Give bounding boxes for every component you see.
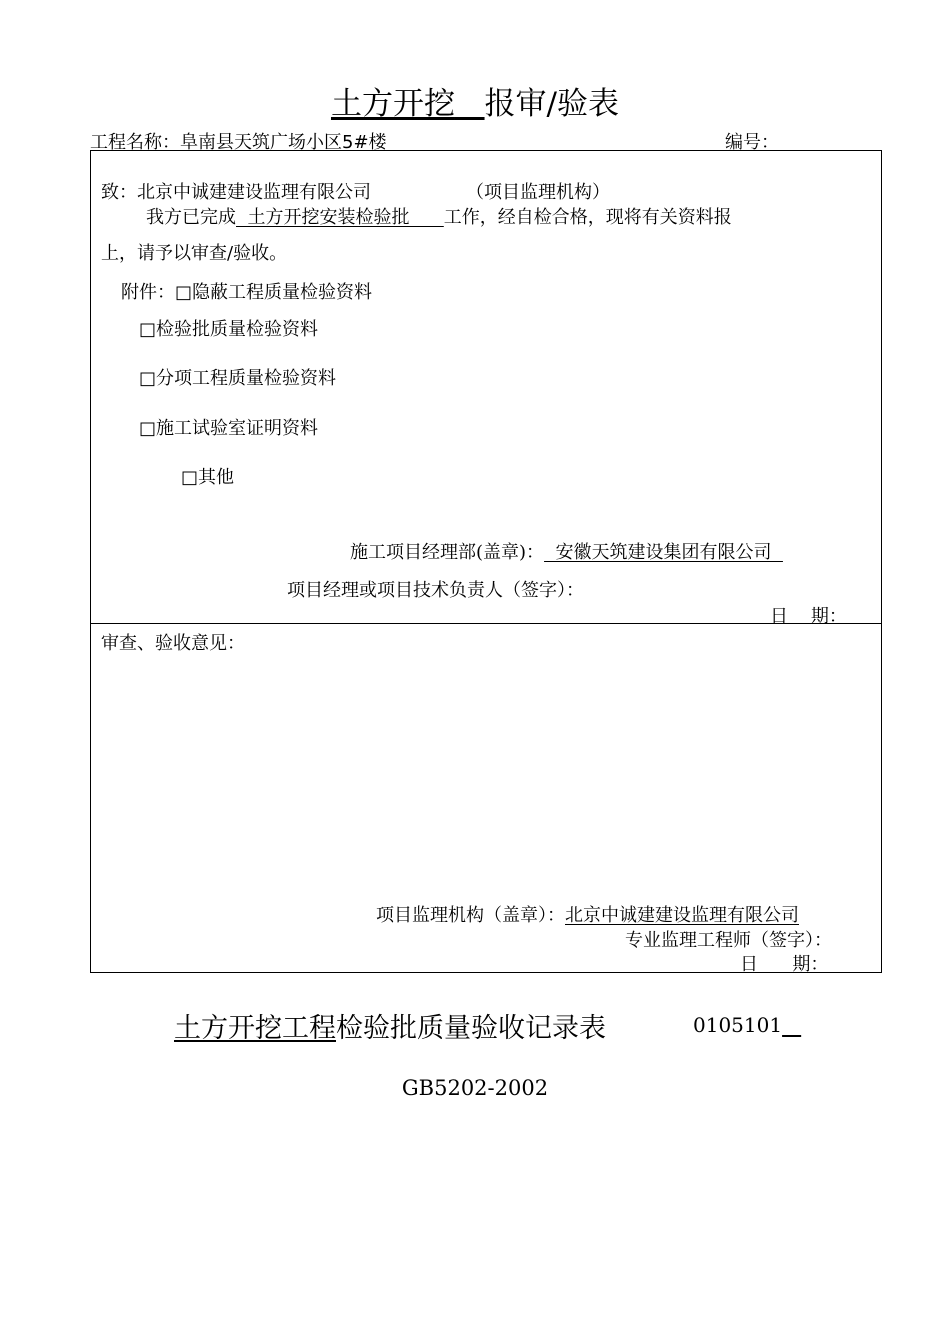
attachment-item: □分项工程质量检验资料 xyxy=(139,368,337,389)
addressee-row xyxy=(101,178,371,204)
attachments-label: 附件： xyxy=(121,282,175,303)
engineer-signature-label: 专业监理工程师（签字）： xyxy=(625,930,832,951)
attachment-item: □隐蔽工程质量检验资料 xyxy=(175,282,373,303)
title-blank xyxy=(455,86,485,122)
manager-signature-label: 项目经理或项目技术负责人（签字）： xyxy=(287,580,584,601)
addressee-org-type: （项目监理机构） xyxy=(466,182,610,203)
addressee-org: 北京中诚建建设监理有限公司 xyxy=(137,182,371,203)
record-table-title xyxy=(174,1006,606,1045)
project-name-label: 工程名称： xyxy=(90,132,180,153)
record-subject: 土方开挖工程 xyxy=(174,1013,336,1044)
number-label: 编号： xyxy=(725,132,779,153)
dept-row xyxy=(350,538,783,564)
attachment-item: □检验批质量检验资料 xyxy=(139,319,319,340)
attachment-item: □其他 xyxy=(181,467,235,488)
review-org-label: 项目监理机构（盖章）： xyxy=(376,905,565,926)
review-date-label: 日 期： xyxy=(740,954,829,975)
title-rest: 报审/验表 xyxy=(484,86,619,122)
body-line-1 xyxy=(146,203,732,229)
record-code xyxy=(693,1013,801,1037)
record-code-value: 0105101 xyxy=(693,1013,783,1037)
page-title xyxy=(0,78,950,123)
review-org-row xyxy=(376,901,799,927)
attachment-item: □施工试验室证明资料 xyxy=(139,418,319,439)
body-line-2: 上，请予以审查/验收。 xyxy=(101,243,288,264)
review-org-value: 北京中诚建建设监理有限公司 xyxy=(565,905,799,926)
attachment-row-1 xyxy=(121,278,372,304)
addressee-label: 致： xyxy=(101,182,137,203)
record-title: 检验批质量验收记录表 xyxy=(336,1013,606,1044)
title-subject: 土方开挖 xyxy=(330,86,455,122)
review-opinion-label: 审查、验收意见： xyxy=(101,633,245,654)
standard-code: GB5202-2002 xyxy=(401,1076,549,1100)
record-code-blank xyxy=(782,1013,801,1037)
dept-label: 施工项目经理部(盖章)： xyxy=(350,542,545,563)
project-name-value: 阜南县天筑广场小区5#楼 xyxy=(180,132,387,153)
body-suffix: 工作，经自检合格，现将有关资料报 xyxy=(443,207,732,228)
dept-value: 安徽天筑建设集团有限公司 xyxy=(544,542,783,563)
body-prefix: 我方已完成 xyxy=(146,207,236,228)
submission-date-label: 日 期： xyxy=(770,606,847,627)
body-work-item: 土方开挖安装检验批 xyxy=(236,207,444,228)
